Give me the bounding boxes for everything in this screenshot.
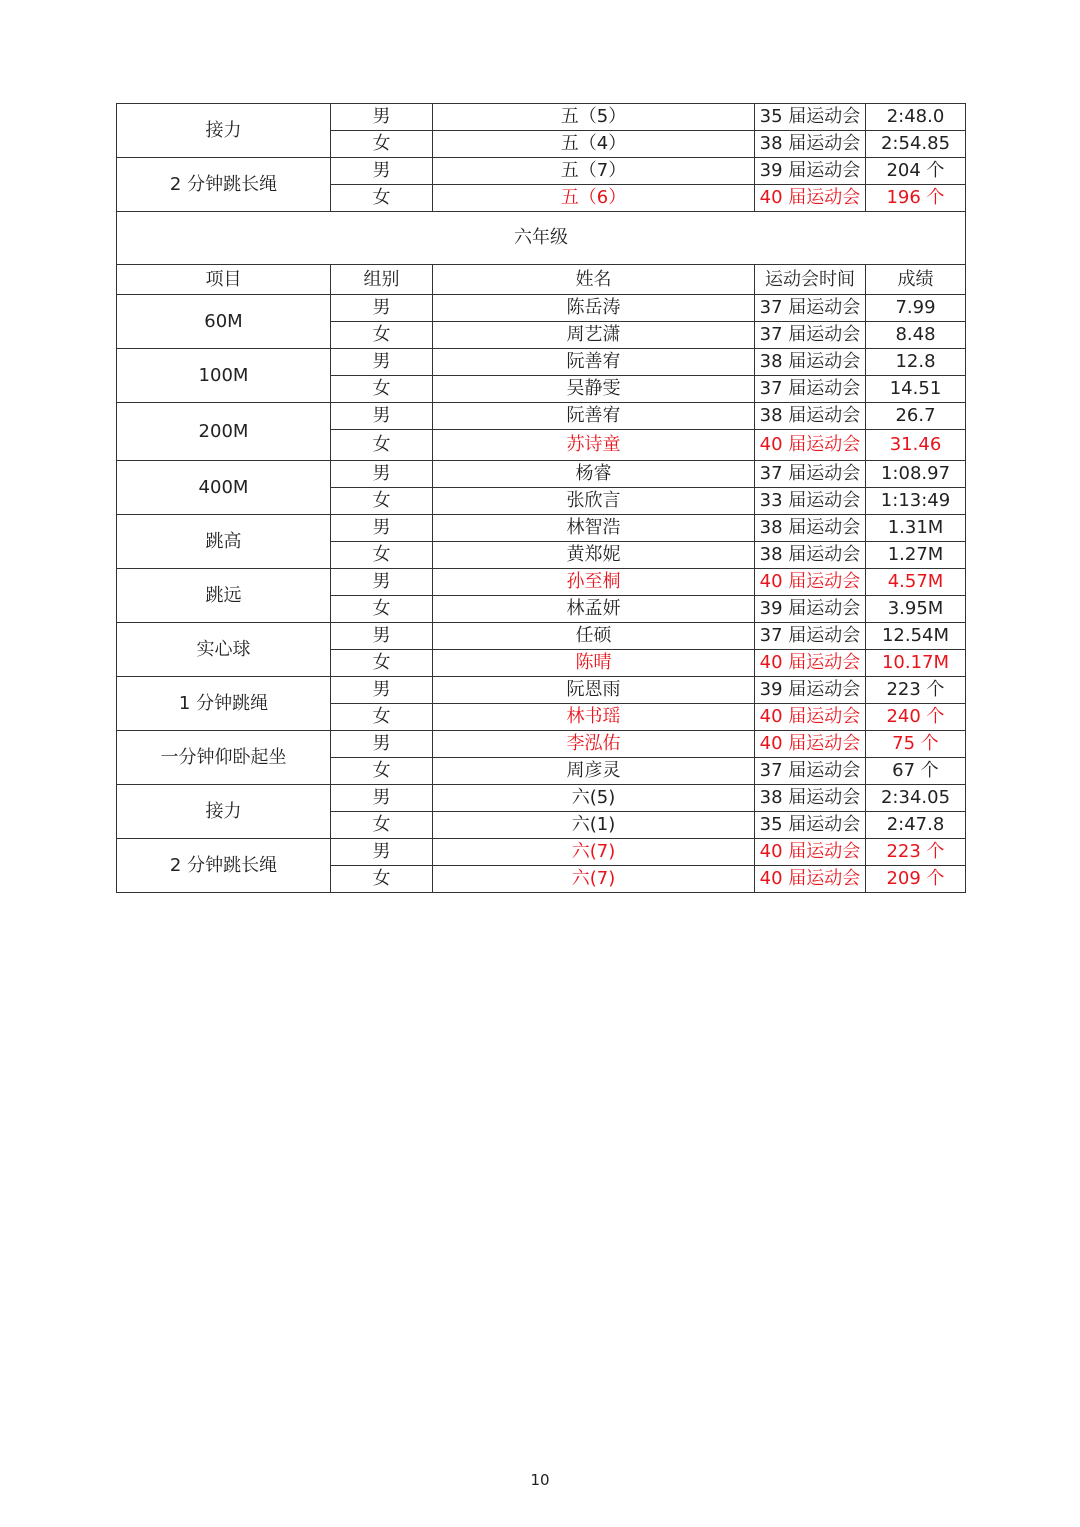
result-cell: 2:54.85: [866, 131, 966, 158]
table-row: [117, 104, 966, 131]
result-cell: 240 个: [866, 704, 966, 731]
meet-cell: 40 届运动会: [755, 185, 866, 212]
meet-cell: 37 届运动会: [755, 461, 866, 488]
group-cell: 男: [331, 839, 433, 866]
group-cell: 男: [331, 158, 433, 185]
event-cell: 200M: [117, 403, 331, 461]
section-title: 六年级: [117, 212, 966, 265]
meet-cell: 37 届运动会: [755, 758, 866, 785]
group-cell: 男: [331, 295, 433, 322]
event-cell: 跳远: [117, 569, 331, 623]
name-cell: 孙至桐: [433, 569, 755, 596]
result-cell: 12.8: [866, 349, 966, 376]
name-cell: 阮善宥: [433, 349, 755, 376]
meet-cell: 38 届运动会: [755, 542, 866, 569]
group-cell: 女: [331, 542, 433, 569]
result-cell: 31.46: [866, 430, 966, 461]
name-cell: 阮恩雨: [433, 677, 755, 704]
group-cell: 男: [331, 104, 433, 131]
event-cell: 实心球: [117, 623, 331, 677]
group-cell: 女: [331, 704, 433, 731]
name-cell: 吴静雯: [433, 376, 755, 403]
event-cell: 400M: [117, 461, 331, 515]
name-cell: 任硕: [433, 623, 755, 650]
meet-cell: 38 届运动会: [755, 515, 866, 542]
result-cell: 12.54M: [866, 623, 966, 650]
group-cell: 男: [331, 349, 433, 376]
result-cell: 75 个: [866, 731, 966, 758]
group-cell: 男: [331, 515, 433, 542]
result-cell: 2:48.0: [866, 104, 966, 131]
header-event: 项目: [117, 265, 331, 295]
name-cell: 五（4）: [433, 131, 755, 158]
group-cell: 男: [331, 403, 433, 430]
result-cell: 196 个: [866, 185, 966, 212]
group-cell: 女: [331, 185, 433, 212]
group-cell: 女: [331, 488, 433, 515]
table-row: [117, 349, 966, 376]
group-cell: 男: [331, 461, 433, 488]
event-cell: 60M: [117, 295, 331, 349]
name-cell: 李泓佑: [433, 731, 755, 758]
meet-cell: 38 届运动会: [755, 403, 866, 430]
meet-cell: 37 届运动会: [755, 376, 866, 403]
group-cell: 女: [331, 322, 433, 349]
header-result: 成绩: [866, 265, 966, 295]
header-group: 组别: [331, 265, 433, 295]
table-row: [117, 569, 966, 596]
result-cell: 223 个: [866, 839, 966, 866]
result-cell: 10.17M: [866, 650, 966, 677]
name-cell: 六(7): [433, 839, 755, 866]
meet-cell: 38 届运动会: [755, 131, 866, 158]
group-cell: 女: [331, 376, 433, 403]
result-cell: 1.31M: [866, 515, 966, 542]
name-cell: 苏诗童: [433, 430, 755, 461]
event-cell: 跳高: [117, 515, 331, 569]
result-cell: 1:08.97: [866, 461, 966, 488]
header-row: [117, 265, 966, 295]
grade-six-rows: [117, 295, 966, 893]
table-row: [117, 839, 966, 866]
name-cell: 五（7）: [433, 158, 755, 185]
event-cell: 接力: [117, 104, 331, 158]
result-cell: 1:13:49: [866, 488, 966, 515]
meet-cell: 40 届运动会: [755, 704, 866, 731]
meet-cell: 33 届运动会: [755, 488, 866, 515]
group-cell: 男: [331, 569, 433, 596]
group-cell: 男: [331, 731, 433, 758]
result-cell: 223 个: [866, 677, 966, 704]
event-cell: 1 分钟跳绳: [117, 677, 331, 731]
result-cell: 209 个: [866, 866, 966, 893]
result-cell: 67 个: [866, 758, 966, 785]
result-cell: 2:47.8: [866, 812, 966, 839]
meet-cell: 38 届运动会: [755, 349, 866, 376]
event-cell: 2 分钟跳长绳: [117, 839, 331, 893]
meet-cell: 40 届运动会: [755, 731, 866, 758]
meet-cell: 39 届运动会: [755, 677, 866, 704]
header-meet: 运动会时间: [755, 265, 866, 295]
group-cell: 女: [331, 812, 433, 839]
group-cell: 男: [331, 623, 433, 650]
meet-cell: 35 届运动会: [755, 104, 866, 131]
result-cell: 3.95M: [866, 596, 966, 623]
name-cell: 张欣言: [433, 488, 755, 515]
meet-cell: 40 届运动会: [755, 866, 866, 893]
name-cell: 六(5): [433, 785, 755, 812]
table-row: [117, 295, 966, 322]
result-cell: 7.99: [866, 295, 966, 322]
table-row: [117, 515, 966, 542]
records-table: [116, 103, 966, 893]
meet-cell: 35 届运动会: [755, 812, 866, 839]
name-cell: 林智浩: [433, 515, 755, 542]
table-row: [117, 785, 966, 812]
name-cell: 陈岳涛: [433, 295, 755, 322]
table-row: [117, 623, 966, 650]
name-cell: 周艺潇: [433, 322, 755, 349]
table-row: [117, 731, 966, 758]
group-cell: 女: [331, 866, 433, 893]
group-cell: 女: [331, 430, 433, 461]
result-cell: 14.51: [866, 376, 966, 403]
meet-cell: 37 届运动会: [755, 322, 866, 349]
grade-six-section: [117, 212, 966, 295]
group-cell: 男: [331, 677, 433, 704]
event-cell: 一分钟仰卧起坐: [117, 731, 331, 785]
result-cell: 4.57M: [866, 569, 966, 596]
name-cell: 六(1): [433, 812, 755, 839]
table-row: [117, 461, 966, 488]
table-row: [117, 403, 966, 430]
meet-cell: 39 届运动会: [755, 158, 866, 185]
name-cell: 周彦灵: [433, 758, 755, 785]
meet-cell: 37 届运动会: [755, 623, 866, 650]
meet-cell: 40 届运动会: [755, 430, 866, 461]
meet-cell: 40 届运动会: [755, 569, 866, 596]
name-cell: 杨睿: [433, 461, 755, 488]
name-cell: 阮善宥: [433, 403, 755, 430]
result-cell: 26.7: [866, 403, 966, 430]
table-row: [117, 158, 966, 185]
result-cell: 204 个: [866, 158, 966, 185]
header-name: 姓名: [433, 265, 755, 295]
event-cell: 接力: [117, 785, 331, 839]
section-title-row: [117, 212, 966, 265]
result-cell: 2:34.05: [866, 785, 966, 812]
name-cell: 陈晴: [433, 650, 755, 677]
name-cell: 五（5）: [433, 104, 755, 131]
name-cell: 黄郑妮: [433, 542, 755, 569]
group-cell: 女: [331, 131, 433, 158]
table-row: [117, 677, 966, 704]
meet-cell: 38 届运动会: [755, 785, 866, 812]
group-cell: 女: [331, 758, 433, 785]
meet-cell: 40 届运动会: [755, 839, 866, 866]
meet-cell: 39 届运动会: [755, 596, 866, 623]
name-cell: 林孟妍: [433, 596, 755, 623]
group-cell: 男: [331, 785, 433, 812]
meet-cell: 40 届运动会: [755, 650, 866, 677]
name-cell: 六(7): [433, 866, 755, 893]
grade-five-tail-rows: [117, 104, 966, 212]
name-cell: 林书瑶: [433, 704, 755, 731]
group-cell: 女: [331, 650, 433, 677]
meet-cell: 37 届运动会: [755, 295, 866, 322]
name-cell: 五（6）: [433, 185, 755, 212]
group-cell: 女: [331, 596, 433, 623]
result-cell: 1.27M: [866, 542, 966, 569]
event-cell: 100M: [117, 349, 331, 403]
event-cell: 2 分钟跳长绳: [117, 158, 331, 212]
result-cell: 8.48: [866, 322, 966, 349]
page-number: 10: [530, 1471, 550, 1489]
